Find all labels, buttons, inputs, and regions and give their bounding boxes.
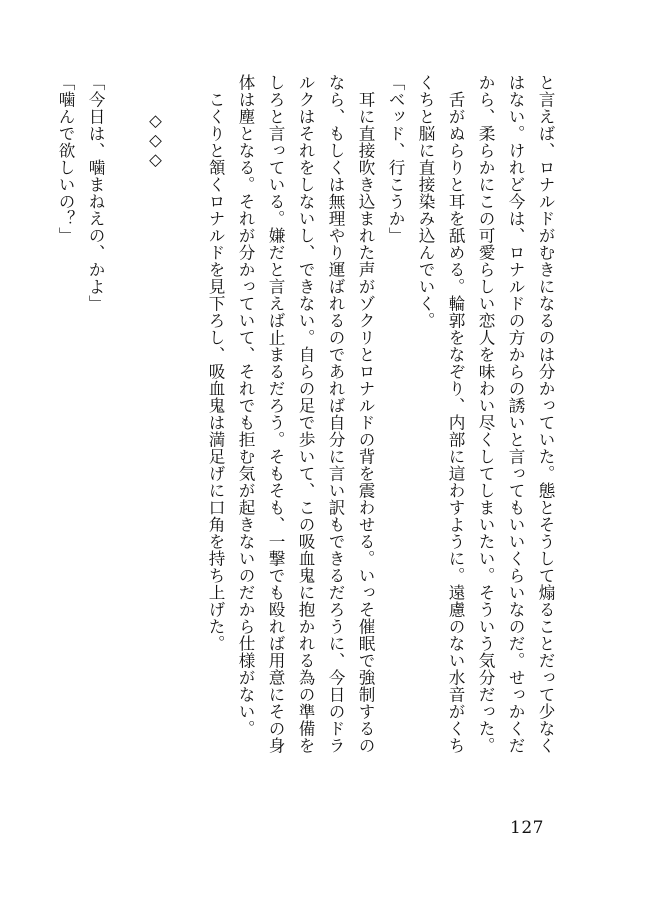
vertical-text-block: [56, 74, 560, 794]
text-line: こくりと頷くロナルドを見下ろし、吸血鬼は満足げに口角を持ち上げた。: [206, 90, 225, 652]
page-number: 127: [510, 818, 544, 838]
dialogue-line: 「ベッド、行こうか」: [386, 74, 405, 244]
text-line: はない。けれど今は、ロナルドの方からの誘いと言ってもいいくらいなのだ。せっかくだ: [506, 74, 525, 754]
blank-line: [170, 74, 200, 794]
text-line: 体は塵となる。それが分かっていて、それでも拒む気が起きないのだから仕様がない。: [236, 74, 255, 737]
dialogue-line: 「今日は、噛まねえの、かよ」: [86, 74, 105, 312]
blank-line: [110, 74, 140, 794]
text-line: と言えば、ロナルドがむきになるのは分かっていた。態とそうして煽ることだって少なく: [536, 74, 555, 754]
text-line: くちと脳に直接染み込んでいく。: [416, 74, 435, 329]
text-line: しろと言っている。嫌だと言えば止まるだろう。そもそも、一撃でも殴れば用意にその身: [266, 74, 285, 754]
dialogue-line: 「噛んで欲しいの？」: [56, 74, 75, 244]
scene-separator: ◇◇◇: [146, 110, 165, 169]
text-line: から、柔らかにこの可愛らしい恋人を味わい尽くしてしまいたい。そういう気分だった。: [476, 74, 495, 754]
text-line: 舌がぬらりと耳を舐める。輪郭をなぞり、内部に這わすように。遠慮のない水音がくち: [446, 90, 465, 754]
text-line: ルクはそれをしないし、できない。自らの足で歩いて、この吸血鬼に抱かれる為の準備を: [296, 74, 315, 754]
text-line: 耳に直接吹き込まれた声がゾクリとロナルドの背を震わせる。いっそ催眠で強制するの: [356, 90, 375, 754]
text-line: なら、もしくは無理やり運ばれるのであれば自分に言い訳もできるだろうに、今日のドラ: [326, 74, 345, 754]
